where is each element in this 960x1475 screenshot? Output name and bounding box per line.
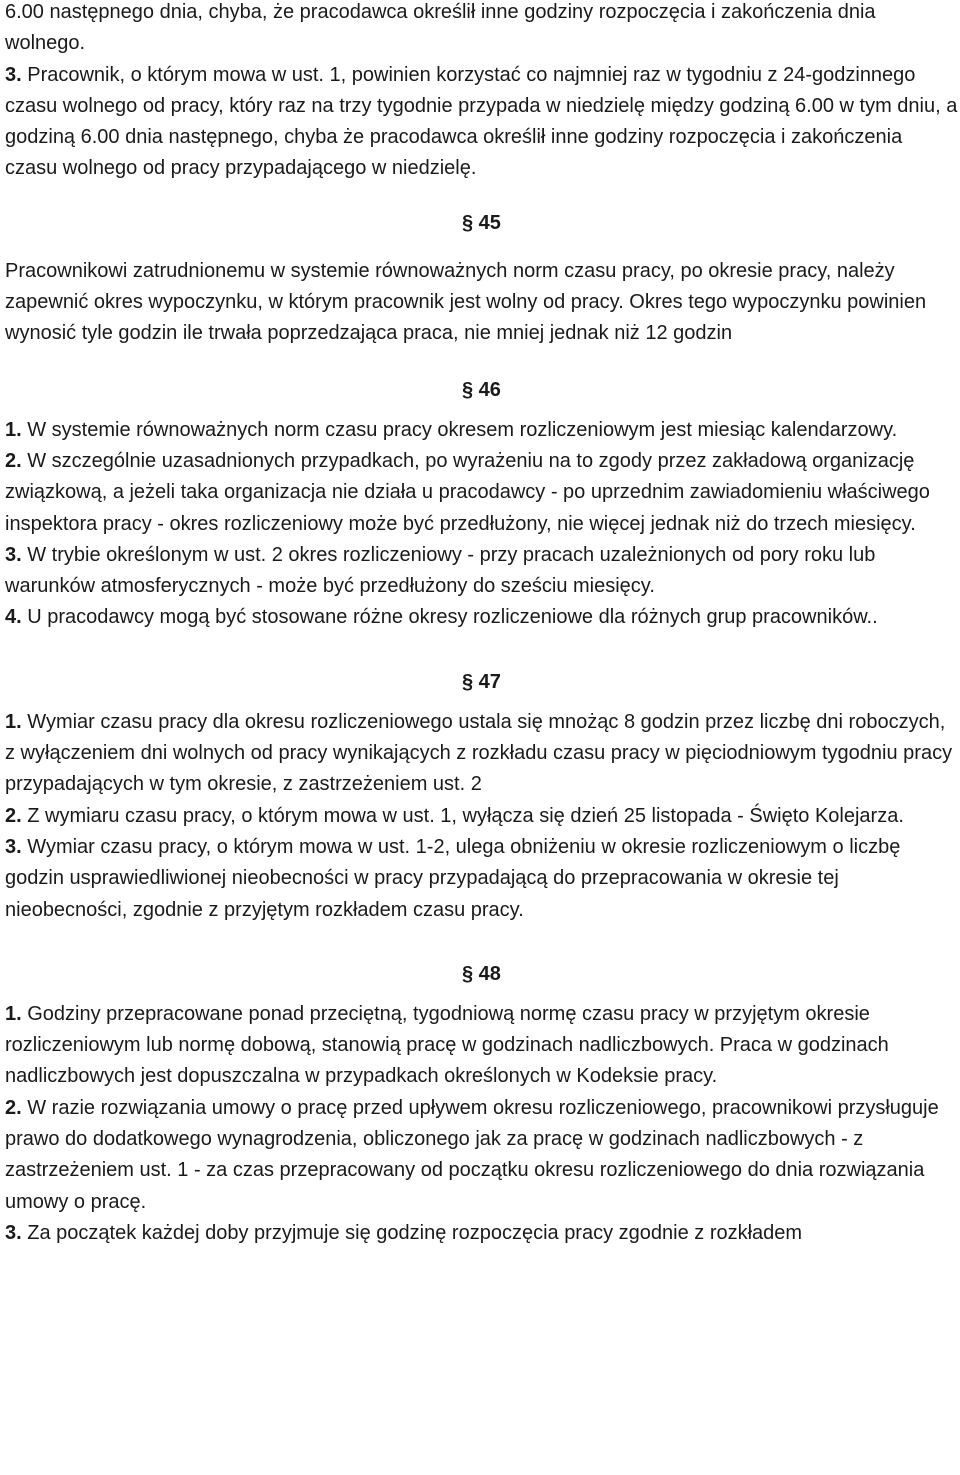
paragraph [5, 0, 960, 185]
section-47-items [5, 707, 960, 926]
item-text: Wymiar czasu pracy dla okresu rozliczeniowego ustala się mnożąc 8 godzin przez liczbę dni roboczych, z wyłączeniem dni wolnych od pracy wynikających z rozkładu czasu pracy w pięciodniowym tygodniu pracy przypadających w tym okresie, z zastrzeżeniem ust. 2 [5, 710, 953, 796]
section-heading-46: § 46 [462, 378, 501, 401]
section-heading-47: § 47 [462, 670, 501, 693]
item-number: 2. [5, 804, 22, 827]
item-number: 3. [5, 63, 22, 86]
section-heading-45: § 45 [462, 211, 501, 234]
item-number: 2. [5, 1096, 22, 1119]
item-number: 1. [5, 1002, 22, 1025]
item-number: 1. [5, 710, 22, 733]
item-text: Za początek każdej doby przyjmuje się godzinę rozpoczęcia pracy zgodnie z rozkładem [21, 1221, 803, 1244]
section-46-items [5, 415, 960, 634]
item-number: 3. [5, 1221, 22, 1244]
item-number: 3. [5, 543, 22, 566]
item-number: 4. [5, 606, 22, 629]
item-text: Z wymiaru czasu pracy, o którym mowa w ust. 1, wyłącza się dzień 25 listopada - Święto Kolejarza. [21, 804, 904, 827]
paragraph-text: Pracownikowi zatrudnionemu w systemie równoważnych norm czasu pracy, po okresie pracy, należy zapewnić okres wypoczynku, w którym pracownik jest wolny od pracy. Okres tego wypoczynku powinien wynosić tyle godzin ile trwała poprzedzająca praca, nie mniej jednak niż 12 godzin [5, 259, 927, 345]
item-text: W razie rozwiązania umowy o pracę przed upływem okresu rozliczeniowego, pracownikowi przysługuje prawo do dodatkowego wynagrodzenia, obliczonego jak za pracę w godzinach nadliczbowych - z zastrzeżeniem ust. 1 - za czas przepracowany od początku okresu rozliczeniowego do dnia rozwiązania umowy o pracę. [5, 1096, 939, 1213]
paragraph [5, 256, 960, 350]
paragraph-text: 6.00 następnego dnia, chyba, że pracodawca określił inne godziny rozpoczęcia i zakończenia dnia wolnego. [5, 1, 876, 55]
item-text: Wymiar czasu pracy, o którym mowa w ust. 1-2, ulega obniżeniu w okresie rozliczeniowym o liczbę godzin usprawiedliwionej nieobecności w pracy przypadającą do przepracowania w okresie tej nieobecności, zgodnie z przyjętym rozkładem czasu pracy. [5, 835, 901, 921]
section-48-items [5, 999, 960, 1249]
item-text: W trybie określonym w ust. 2 okres rozliczeniowy - przy pracach uzależnionych od pory roku lub warunków atmosferycznych - może być przedłużony do sześciu miesięcy. [5, 543, 876, 598]
paragraph-text: Pracownik, o którym mowa w ust. 1, powinien korzystać co najmniej raz w tygodniu z 24-godzinnego czasu wolnego od pracy, który raz na trzy tygodnie przypada w niedzielę między godziną 6.00 w tym dniu, a godziną 6.00 dnia następnego, chyba że pracodawca określił inne godziny rozpoczęcia i zakończenia czasu wolnego od pracy przypadającego w niedzielę. [5, 63, 958, 180]
document-page [5, 0, 960, 1249]
section-heading-48: § 48 [462, 962, 501, 985]
item-text: W systemie równoważnych norm czasu pracy okresem rozliczeniowym jest miesiąc kalendarzowy. [21, 418, 898, 441]
item-text: W szczególnie uzasadnionych przypadkach, po wyrażeniu na to zgody przez zakładową organizację związkową, a jeżeli taka organizacja nie działa u pracodawcy - po uprzednim zawiadomieniu właściwego inspektora pracy - okres rozliczeniowy może być przedłużony, nie więcej jednak niż do trzech miesięcy. [5, 449, 930, 535]
item-text: U pracodawcy mogą być stosowane różne okresy rozliczeniowe dla różnych grup pracowników.. [21, 606, 878, 629]
item-number: 1. [5, 418, 22, 441]
item-text: Godziny przepracowane ponad przeciętną, tygodniową normę czasu pracy w przyjętym okresie rozliczeniowym lub normę dobową, stanowią pracę w godzinach nadliczbowych. Praca w godzinach nadliczbowych jest dopuszczalna w przypadkach określonych w Kodeksie pracy. [5, 1002, 889, 1088]
item-number: 2. [5, 449, 22, 472]
item-number: 3. [5, 835, 22, 858]
